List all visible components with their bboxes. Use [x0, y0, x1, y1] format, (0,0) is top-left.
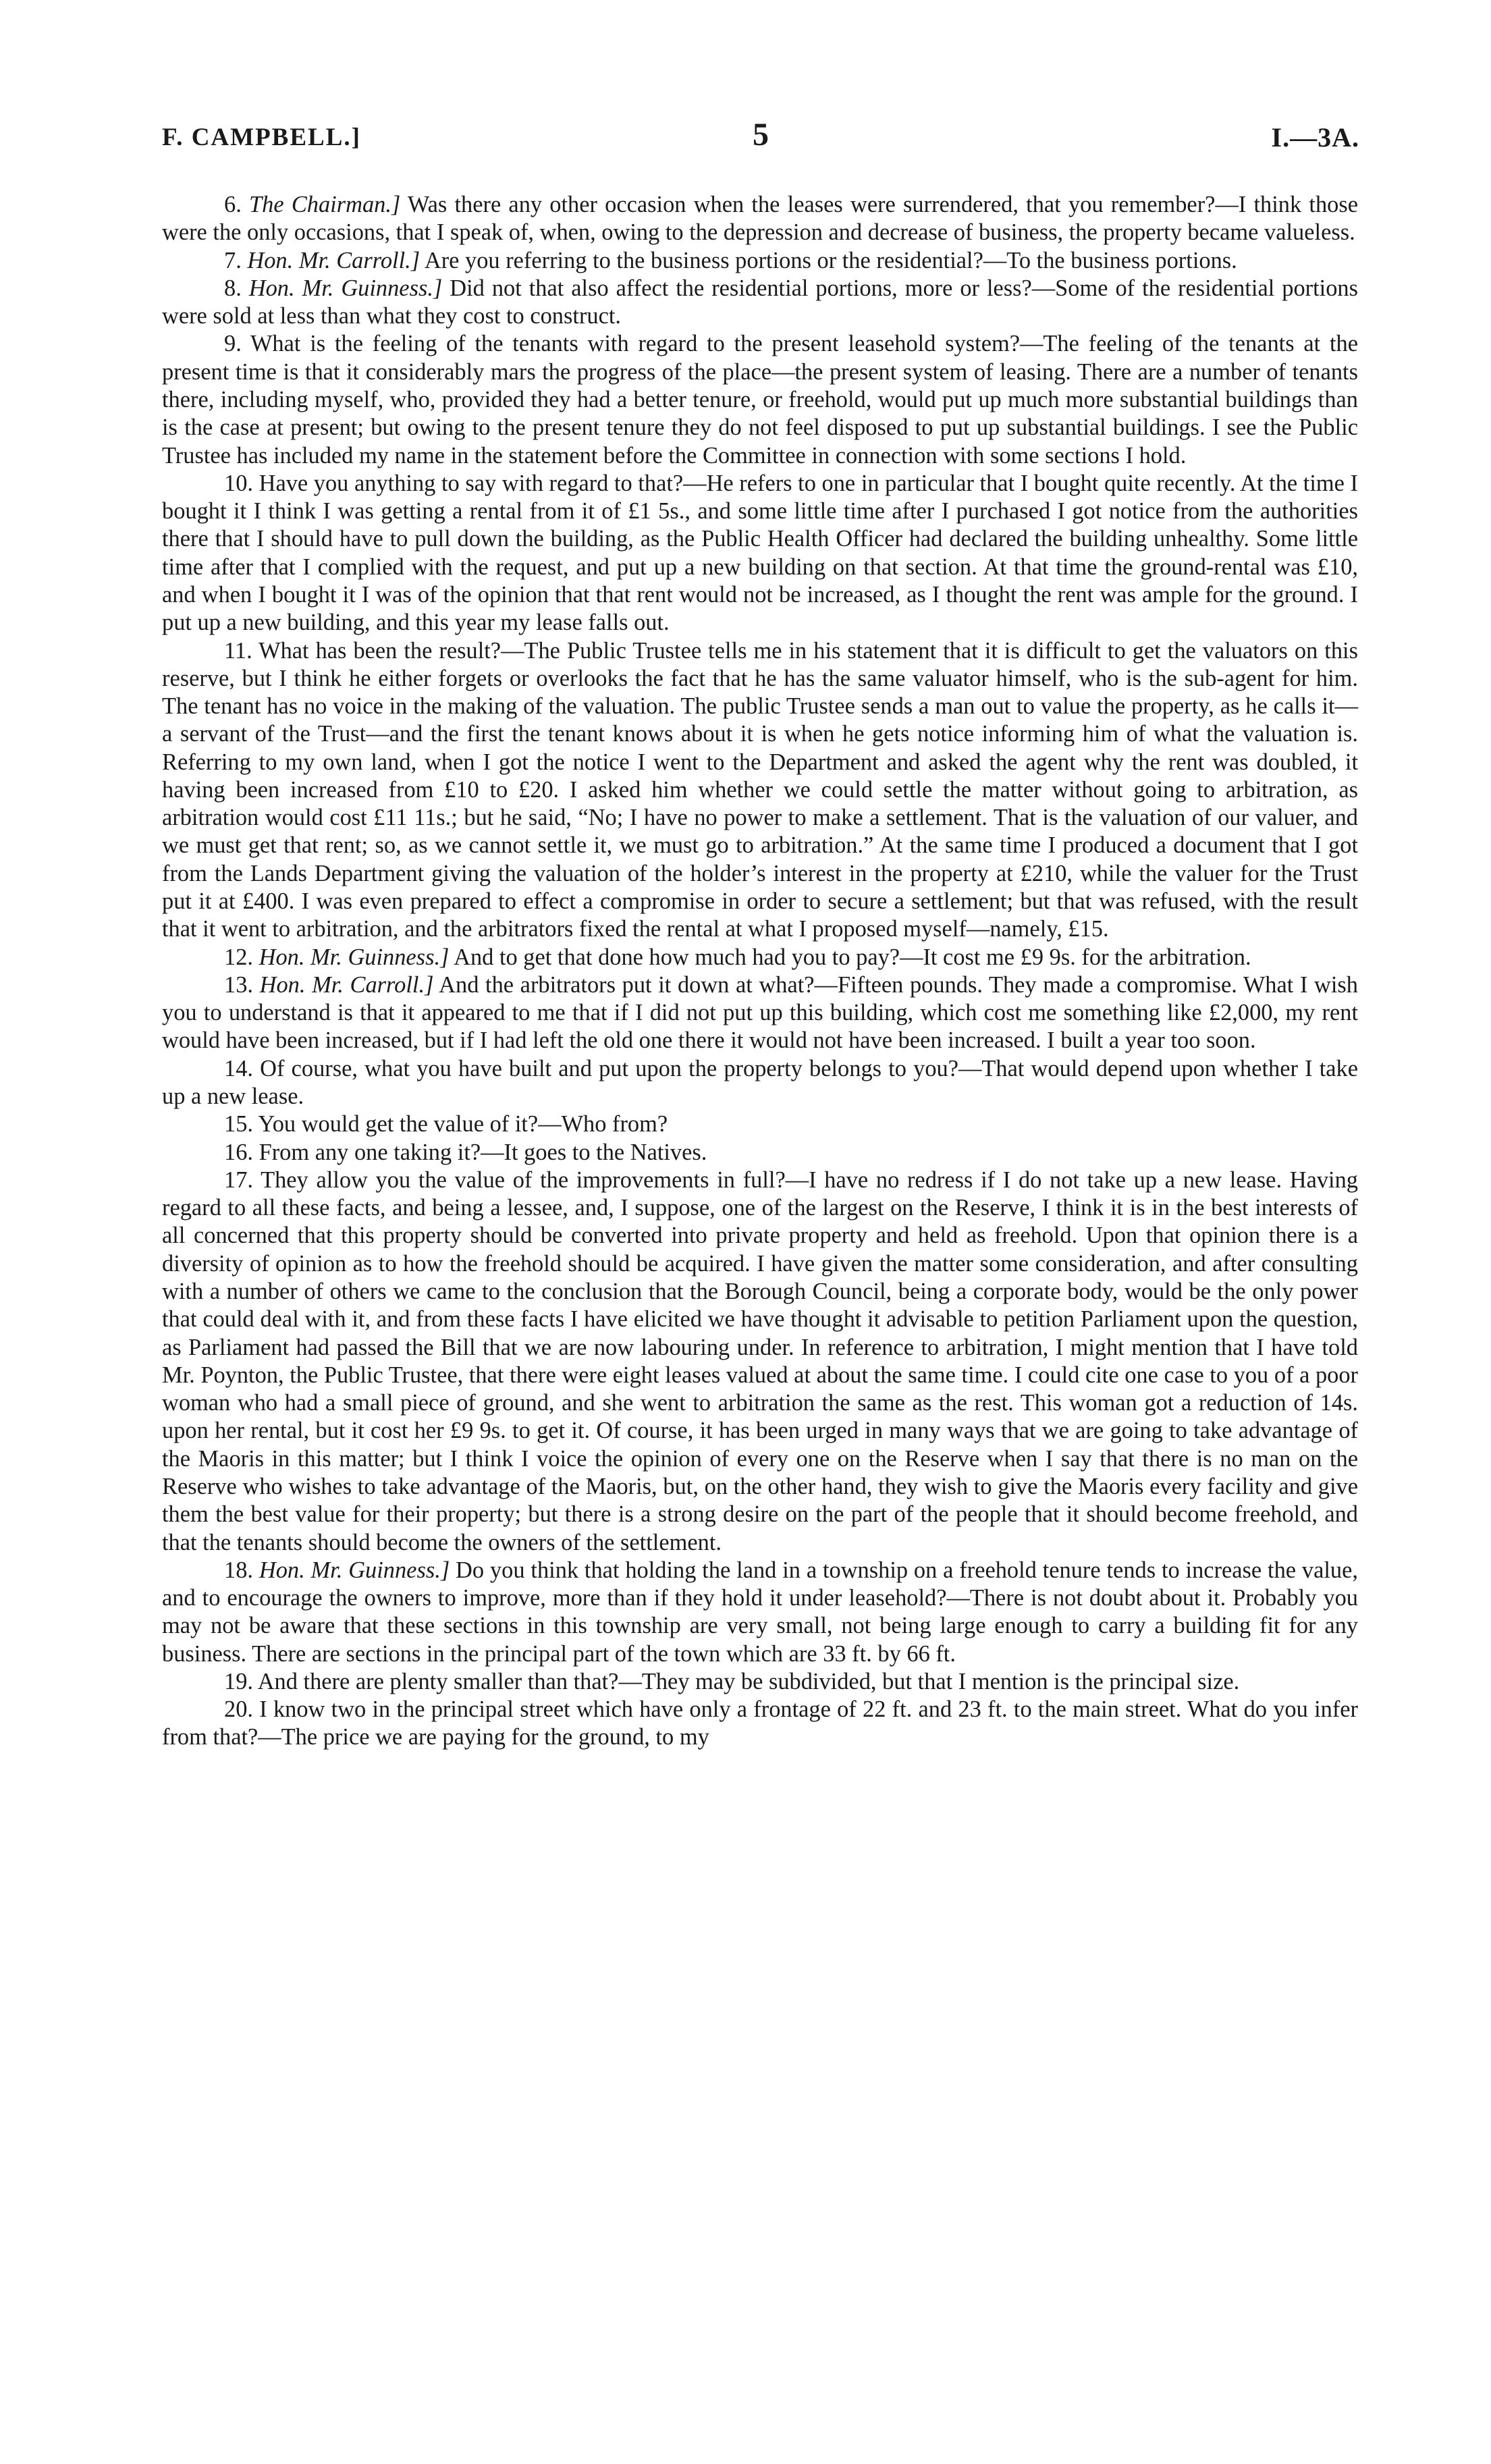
question-number: 7. [224, 247, 242, 273]
paragraph-text: Have you anything to say with regard to that?—He refers to one in particular that I bought quite recently. At the time I bought it I think I was getting a rental from it of £1 5s., and some little time after I purchased I got notice from the authorities there that I should have to pull down the building, as the Public Health Officer had declared the building unhealthy. Some little time after that I complied with the request, and put up a new building on that section. At that time the ground-rental was £10, and when I bought it I was of the opinion that that rent would not be increased, as I thought the rent was ample for the ground. I put up a new building, and this year my lease falls out. [162, 470, 1358, 636]
paragraph-15 [162, 1110, 1358, 1138]
paragraph-text: Was there any other occasion when the leases were surrendered, that you remember?—I think those were the only occasions, that I speak of, when, owing to the depression and decrease of business, the property became valueless. [162, 192, 1358, 246]
paragraph-text: And the arbitrators put it down at what?—Fifteen pounds. They made a compromise. What I wish you to understand is that it appeared to me that if I did not put up this building, which cost me something like £2,000, my rent would have been increased, but if I had left the old one there it would not have been increased. I built a year too soon. [162, 971, 1358, 1054]
question-number: 10. [224, 470, 253, 496]
paragraph-17 [162, 1167, 1358, 1557]
paragraph-18 [162, 1557, 1358, 1668]
question-number: 18. [224, 1557, 253, 1583]
paragraph-8 [162, 275, 1358, 331]
document-reference: I.—3A. [1271, 122, 1359, 153]
testimony-body [162, 191, 1358, 1752]
speaker: Hon. Mr. Guinness.] [248, 275, 443, 301]
question-number: 14. [224, 1055, 253, 1081]
paragraph-text: And to get that done how much had you to pay?—It cost me £9 9s. for the arbitration. [449, 944, 1251, 970]
page-header [162, 116, 1359, 163]
paragraph-19 [162, 1668, 1358, 1696]
question-number: 6. [224, 192, 242, 217]
question-number: 19. [224, 1668, 253, 1694]
question-number: 11. [224, 637, 252, 664]
paragraph-20 [162, 1696, 1358, 1752]
witness-name: F. CAMPBELL.] [162, 124, 361, 151]
paragraph-text: Did not that also affect the residential portions, more or less?—Some of the residential portions were sold at less than what they cost to construct. [162, 275, 1358, 329]
paragraph-16 [162, 1139, 1358, 1167]
paragraph-text: What has been the result?—The Public Trustee tells me in his statement that it is difficult to get the valuators on this reserve, but I think he either forgets or overlooks the fact that he has the same valuator himself, who is the sub-agent for him. The tenant has no voice in the making of the valuation. The public Trustee sends a man out to value the property, as he calls it—a servant of the Trust—and the first the tenant knows about it is when he gets notice informing him of what the valuation is. Referring to my own land, when I got the notice I went to the Department and asked the agent why the rent was doubled, it having been increased from £10 to £20. I asked him whether we could settle the matter without going to arbitration, as arbitration would cost £11 11s.; but he said, “No; I have no power to make a settlement. That is the valuation of our valuer, and we must get that rent; so, as we cannot settle it, we must go to arbitration.” At the same time I produced a document that I got from the Lands Department giving the valuation of the holder’s interest in the property at £210, while the valuer for the Trust put it at £400. I was even prepared to effect a compromise in order to secure a settlement; but that was refused, with the result that it went to arbitration, and the arbitrators fixed the rental at what I proposed myself—namely, £15. [162, 637, 1358, 942]
paragraph-13 [162, 971, 1358, 1055]
paragraph-14 [162, 1055, 1358, 1111]
paragraph-text: And there are plenty smaller than that?—They may be subdivided, but that I mention is the principal size. [253, 1668, 1240, 1694]
question-number: 12. [224, 944, 253, 970]
paragraph-text: From any one taking it?—It goes to the Natives. [253, 1139, 707, 1165]
paragraph-text: Do you think that holding the land in a township on a freehold tenure tends to increase the value, and to encourage the owners to improve, more than if they hold it under leasehold?—There is not doubt about it. Probably you may not be aware that these sections in this township are very small, not being large enough to carry a building fit for any business. There are sections in the principal part of the town which are 33 ft. by 66 ft. [162, 1557, 1358, 1667]
question-number: 20. [224, 1696, 253, 1723]
question-number: 13. [224, 971, 253, 998]
speaker: Hon. Mr. Carroll.] [247, 247, 421, 273]
speaker: The Chairman.] [249, 192, 401, 217]
speaker: Hon. Mr. Carroll.] [259, 971, 434, 998]
paragraph-text: What is the feeling of the tenants with regard to the present leasehold system?—The feeling of the tenants at the present time is that it considerably mars the progress of the place—the present system of leasing. There are a number of tenants there, including myself, who, provided they had a better tenure, or freehold, would put up much more substantial buildings than is the case at present; but owing to the present tenure they do not feel disposed to put up substantial buildings. I see the Public Trustee has included my name in the statement before the Committee in connection with some sections I hold. [162, 331, 1358, 468]
paragraph-text: Of course, what you have built and put upon the property belongs to you?—That would depend upon whether I take up a new lease. [162, 1055, 1358, 1109]
paragraph-6 [162, 191, 1358, 247]
paragraph-9 [162, 330, 1358, 469]
question-number: 15. [224, 1111, 253, 1137]
paragraph-11 [162, 637, 1358, 944]
speaker: Hon. Mr. Guinness.] [259, 944, 450, 970]
speaker: Hon. Mr. Guinness.] [259, 1557, 450, 1583]
paragraph-text: They allow you the value of the improvements in full?—I have no redress if I do not take up a new lease. Having regard to all these facts, and being a lessee, and, I suppose, one of the largest on the Reserve, I think it is in the best interests of all concerned that this property should be converted into private property and held as freehold. Upon that opinion there is a diversity of opinion as to how the freehold should be acquired. I have given the matter some consideration, and after consulting with a number of others we came to the conclusion that the Borough Council, being a corporate body, would be the only power that could deal with it, and from these facts I have elicited we have thought it advisable to petition Parliament upon the question, as Parliament had passed the Bill that we are now labouring under. In reference to arbitration, I might mention that I have told Mr. Poynton, the Public Trustee, that there were eight leases valued at about the same time. I could cite one case to you of a poor woman who had a small piece of ground, and she went to arbitration the same as the rest. This woman got a reduction of 14s. upon her rental, but it cost her £9 9s. to get it. Of course, it has been urged in many ways that we are going to take advantage of the Maoris in this matter; but I think I voice the opinion of every one on the Reserve when I say that there is no man on the Reserve who wishes to take advantage of the Maoris, but, on the other hand, they wish to give the Maoris every facility and give them the best value for their property; but there is a strong desire on the part of the people that it should become freehold, and that the tenants should become the owners of the settlement. [162, 1167, 1358, 1555]
paragraph-7 [162, 247, 1358, 275]
paragraph-text: Are you referring to the business portions or the residential?—To the business portions. [420, 247, 1237, 273]
question-number: 8. [224, 275, 242, 301]
question-number: 16. [224, 1139, 253, 1165]
paragraph-10 [162, 470, 1358, 637]
question-number: 17. [224, 1167, 253, 1193]
page-number: 5 [753, 117, 769, 153]
paragraph-text: I know two in the principal street which have only a frontage of 22 ft. and 23 ft. to the main street. What do you infer from that?—The price we are paying for the ground, to my [162, 1696, 1358, 1750]
paragraph-12 [162, 944, 1358, 971]
question-number: 9. [224, 331, 242, 357]
paragraph-text: You would get the value of it?—Who from? [253, 1111, 668, 1137]
